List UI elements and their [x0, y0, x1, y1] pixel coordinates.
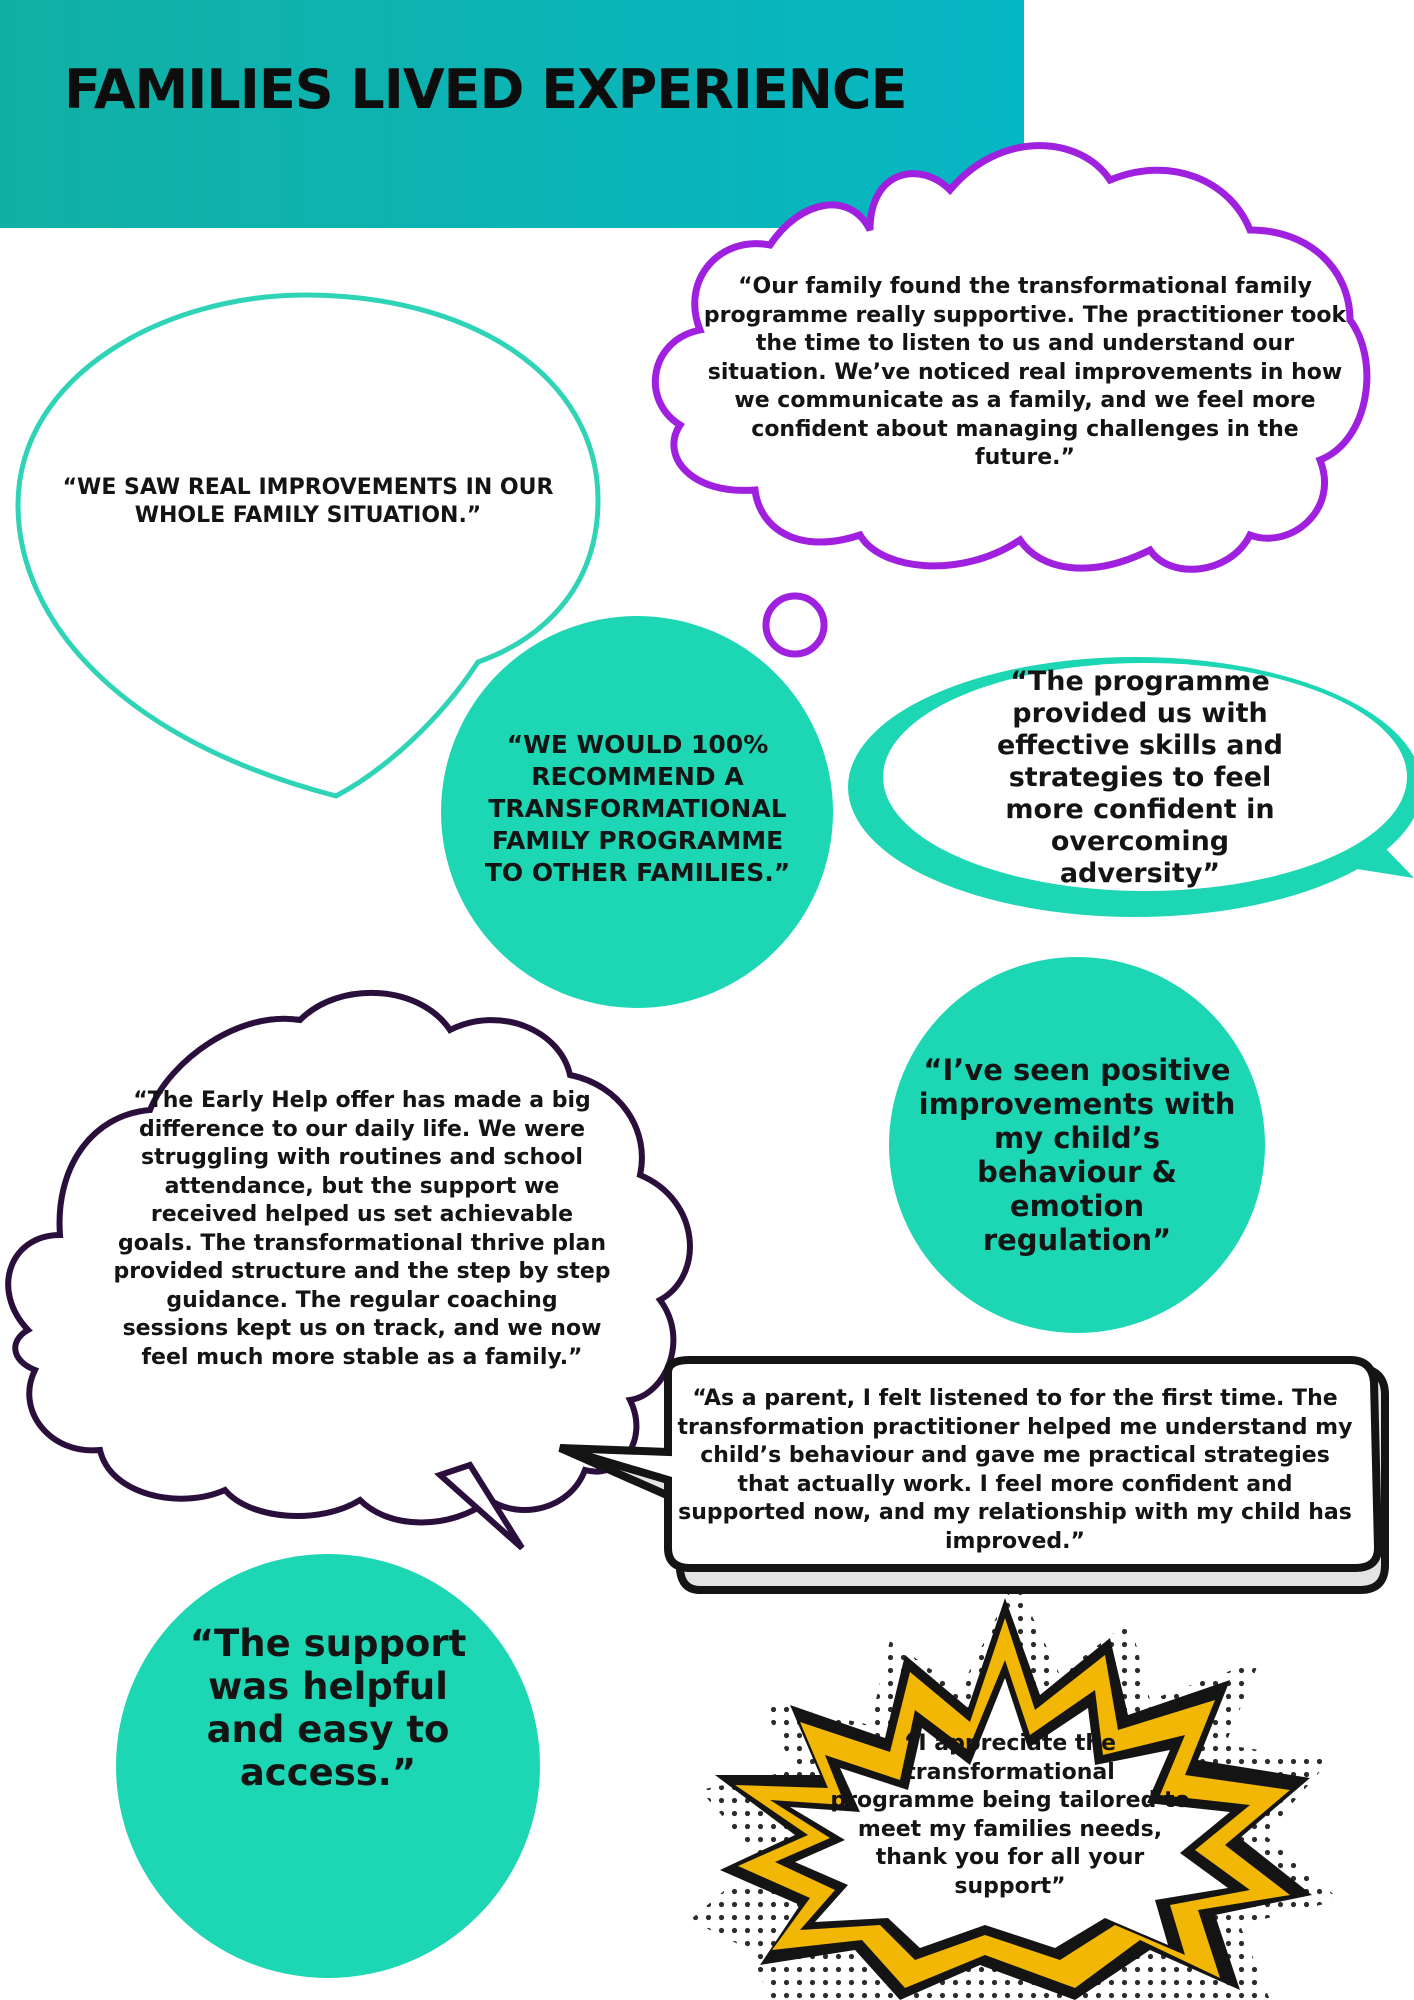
- thought-cloud-bubble: [766, 596, 824, 654]
- quote-whole-family: “WE SAW REAL IMPROVEMENTS IN OUR WHOLE FAMILY SITUATION.”: [62, 475, 554, 528]
- quote-early-help: “The Early Help offer has made a big difference to our daily life. We were struggling with routines and school attendance, but the support we received helped us set achievable goals. The transformational thrive plan provided structure and the step by step guidance. The regular coaching sessions kept us on track, and we now feel much more stable as a family.”: [113, 1088, 611, 1370]
- quote-skills-strategies: “The programme provided us with effective skills and strategies to feel more confident in overcoming adversity”: [996, 666, 1283, 889]
- quote-family-programme: “Our family found the transformational family programme really supportive. The practitioner took the time to listen to us and understand our situation. We’ve noticed real improvements in how we communicate as a family, and we feel more confident about managing challenges in the future.”: [703, 274, 1347, 470]
- quote-parent-listened: “As a parent, I felt listened to for the first time. The transformation practitioner helped me understand my child’s behaviour and gave me practical strategies that actually work. I feel more confident and supported now, and my relationship with my child has improved.”: [677, 1386, 1353, 1554]
- page-title: FAMILIES LIVED EXPERIENCE: [64, 58, 907, 121]
- quote-positive-improvements: “I’ve seen positive improvements with my child’s behaviour & emotion regulation”: [918, 1053, 1236, 1257]
- quote-support-helpful: “The support was helpful and easy to access.”: [189, 1622, 467, 1794]
- quote-recommend: “WE WOULD 100% RECOMMEND A TRANSFORMATIONAL FAMILY PROGRAMME TO OTHER FAMILIES.”: [484, 730, 791, 887]
- quote-tailored-support: “I appreciate the transformational programme being tailored to meet my families needs, thank you for all your support”: [830, 1731, 1190, 1899]
